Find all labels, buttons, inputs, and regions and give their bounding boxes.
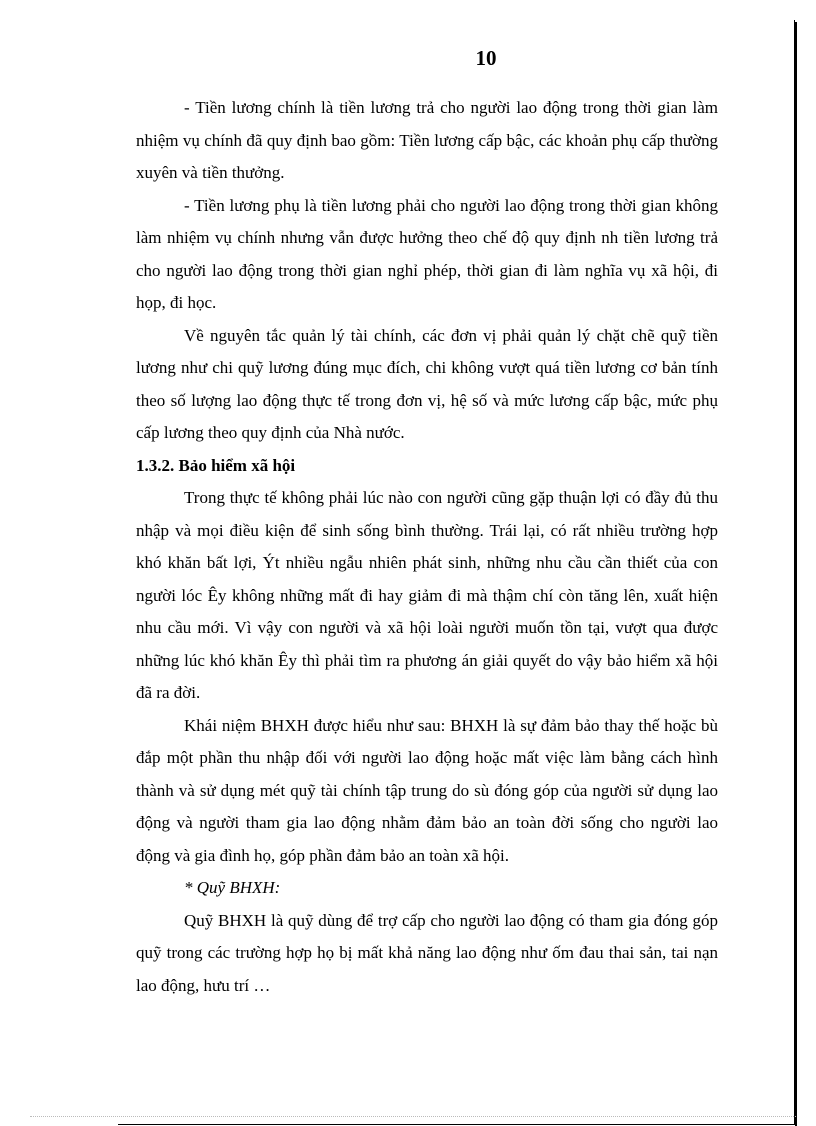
paragraph-financial-management: Về nguyên tắc quản lý tài chính, các đơn vị phải quản lý chặt chẽ quỹ tiền lương như chi quỹ lương đúng mục đích, chi không vượt quá tiền lương cơ bản tính theo số lượng lao động thực tế trong đơn vị, hệ số và mức lương cấp bậc, mức phụ cấp lương theo quy định của Nhà nước. <box>136 325 718 442</box>
page-number: 10 <box>475 46 497 70</box>
bottom-dotted-rule <box>30 1116 796 1117</box>
document-body <box>136 92 718 1002</box>
subheading-bhxh-fund: * Quỹ BHXH: <box>184 878 281 897</box>
paragraph-bhxh-definition: Khái niệm BHXH được hiểu như sau: BHXH là sự đảm bảo thay thế hoặc bù đắp một phần thu nhập đối với người lao động hoặc mất việc làm bằng cách hình thành và sử dụng mét quỹ tài chính tập trung do sù đóng góp của người sử dụng lao động và người tham gia lao động nhằm đảm bảo an toàn đời sống cho người lao động và gia đình họ, góp phần đảm bảo an toàn xã hội. <box>136 715 718 865</box>
section-heading: 1.3.2. Bảo hiểm xã hội <box>136 455 296 475</box>
paragraph-bhxh-fund: Quỹ BHXH là quỹ dùng để trợ cấp cho người lao động có tham gia đóng góp quỹ trong các trường hợp họ bị mất khả năng lao động như ốm đau thai sản, tai nạn lao động, hưu trí … <box>136 910 718 995</box>
paragraph-social-insurance-origin: Trong thực tế không phải lúc nào con người cũng gặp thuận lợi có đầy đủ thu nhập và mọi điều kiện để sinh sống bình thường. Trái lại, có rất nhiều trường hợp khó khăn bất lợi, Ýt nhiều ngẫu nhiên phát sinh, những nhu cầu cần thiết của con người lóc Êy không những mất đi hay giảm đi mà thậm chí còn tăng lên, xuất hiện nhu cầu mới. Vì vậy con người và xã hội loài người muốn tồn tại, vượt qua được những lúc khó khăn Êy thì phải tìm ra phương án giải quyết do vậy bảo hiểm xã hội đã ra đời. <box>136 488 718 702</box>
paragraph-main-salary: - Tiền lương chính là tiền lương trả cho người lao động trong thời gian làm nhiệm vụ chính đã quy định bao gồm: Tiền lương cấp bậc, các khoản phụ cấp thường xuyên và tiền thưởng. <box>136 98 718 182</box>
paragraph-secondary-salary: - Tiền lương phụ là tiền lương phải cho người lao động trong thời gian không làm nhiệm vụ chính nhưng vẫn được hưởng theo chế độ quy định nh tiền lương trả cho người lao động trong thời gian nghỉ phép, thời gian đi làm nghĩa vụ xã hội, đi họp, đi học. <box>136 195 718 312</box>
